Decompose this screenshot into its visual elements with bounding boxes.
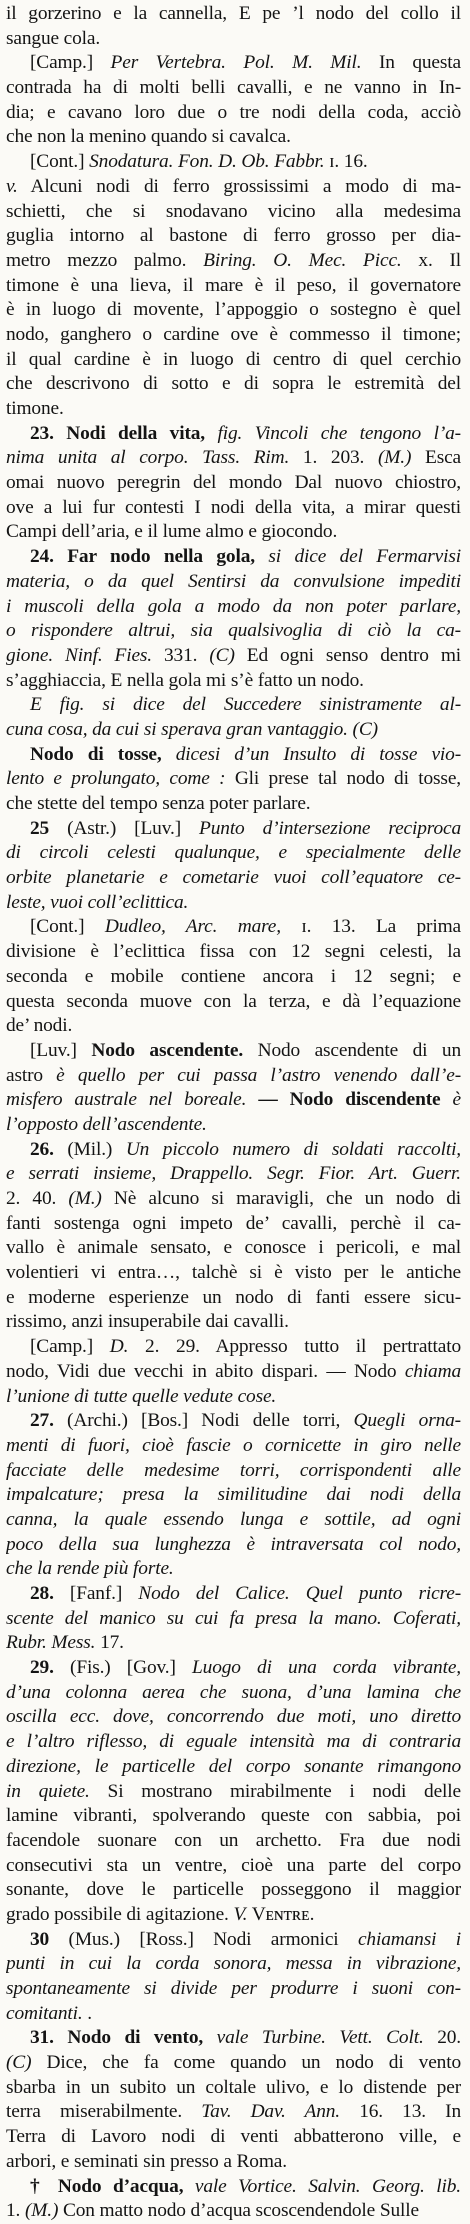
italic-text: Nodo del Calice. Quel punto ricre- [138, 1583, 461, 1604]
text-segment: Vᴇɴᴛʀᴇ. [247, 1903, 315, 1925]
text-segment: divisione è l’eclittica fissa con 12 segni celesti, la [6, 941, 461, 963]
text-segment: guglia intorno al bastone di ferro grosso per dia- [6, 225, 461, 247]
text-line [6, 767, 461, 792]
text-line [6, 2076, 461, 2101]
italic-text: è [440, 1089, 461, 1111]
bold-text: 23. Nodi della vita, [30, 422, 218, 444]
italic-text: punti in cui la corda sonora, messa in vibrazione, [6, 1953, 461, 1975]
italic-text: i muscoli della gola a modo da non poter parlare, [6, 595, 461, 617]
text-line [6, 1705, 461, 1730]
italic-text: Punto d’intersezione reciproca [199, 817, 461, 839]
italic-text: Biring. O. Mec. Picc. [203, 249, 402, 271]
text-segment: Esca [411, 447, 461, 469]
text-line [6, 175, 461, 200]
italic-text: (C) [6, 2052, 32, 2074]
italic-text: facciate delle medesime torri, corrispondenti alle [6, 1459, 461, 1481]
text-segment: 1. [6, 2200, 25, 2222]
italic-text: direzione, le particelle del corpo sonante rimangono [6, 1755, 461, 1777]
text-line [6, 125, 461, 150]
text-line [6, 1212, 461, 1237]
italic-text: spontaneamente si divide per produrre i suoni con- [6, 1978, 461, 1999]
text-line [6, 693, 461, 718]
text-segment: (Archi.) [Bos.] Nodi delle torri, [53, 1410, 354, 1432]
text-segment: Dice, che fa come quando un nodo di vento [31, 2052, 461, 2074]
text-line [6, 1409, 461, 1434]
text-line [6, 397, 461, 422]
text-segment: [Luv.] [30, 1039, 92, 1061]
text-segment: terra miserabilmente. [6, 2101, 202, 2123]
bold-text: Nodo di tosse, [30, 743, 176, 765]
italic-text: E fig. si dice del Succedere sinistramente al- [30, 694, 461, 716]
bold-text: 28. [30, 1583, 54, 1604]
text-line [6, 224, 461, 249]
italic-text: in quiete. [6, 1780, 90, 1802]
text-line [6, 150, 461, 175]
text-line [6, 1508, 461, 1533]
text-line [6, 1064, 461, 1089]
italic-text: Snodatura. Fon. D. Ob. Fabbr. [89, 151, 325, 173]
italic-text: si dice del Fermarvisi [268, 546, 461, 568]
text-line [6, 743, 461, 768]
text-segment: arbori, e seminati sin presso a Roma. [6, 2150, 287, 2172]
text-line [6, 1755, 461, 1780]
italic-text: e serrati insieme, Drappello. Segr. Fior. Art. Guerr. [6, 1163, 461, 1185]
text-segment: [Camp.] [30, 1336, 110, 1358]
italic-text: materia, o da quel Sentirsi da convulsione impediti [6, 570, 461, 592]
italic-text: fig. Vincoli che tengono l’a- [217, 422, 461, 444]
text-segment: Campi dell’aria, e il lume almo e giocondo. [6, 521, 338, 543]
text-segment: seconda e mobile contiene ancora i 12 segni; e [6, 965, 461, 987]
text-segment: 16. 13. In [340, 2101, 461, 2123]
text-segment: [Cont.] [30, 151, 90, 173]
text-line [6, 1385, 461, 1410]
text-line [6, 1360, 461, 1385]
italic-text: (M.) [24, 2200, 59, 2222]
italic-text: Rubr. Mess. [6, 1632, 96, 1654]
italic-text: scente del manico su cui fa presa la mano. Coferati, [6, 1607, 461, 1629]
italic-text: V. [233, 1903, 248, 1925]
text-line [6, 965, 461, 990]
text-line [6, 990, 461, 1015]
text-line [6, 1730, 461, 1755]
text-line [6, 891, 461, 916]
text-segment: timone. [6, 398, 64, 419]
text-line [6, 274, 461, 299]
text-line [6, 348, 461, 373]
bold-text: — Nodo discendente [258, 1089, 441, 1111]
italic-text: vale Vortice. Salvin. Georg. lib. [194, 2175, 461, 2197]
text-line [6, 1434, 461, 1459]
italic-text: è quello per cui passa l’astro venendo dall’e- [56, 1064, 461, 1086]
text-line [6, 446, 461, 471]
text-segment: che stette del tempo senza poter parlare. [6, 793, 311, 814]
bold-text: 29. [30, 1657, 54, 1679]
italic-text: leste, vuoi coll’eclittica. [6, 891, 189, 913]
text-line [6, 841, 461, 866]
text-line [6, 1631, 461, 1656]
text-segment: il gorzerino e la cannella, E pe ’l nodo del collo il [6, 3, 461, 24]
italic-text: d’una colonna aerea che suona, d’una lamina che [6, 1681, 461, 1703]
text-line [6, 866, 461, 891]
text-line [6, 644, 461, 669]
text-segment: 2. 40. [6, 1188, 69, 1209]
text-line [6, 1236, 461, 1261]
text-segment: lamine vibranti, spolverando queste con sabbia, poi [6, 1805, 461, 1827]
text-line [6, 619, 461, 644]
text-segment: Si mostrano mirabilmente i nodi delle [89, 1780, 461, 1802]
text-segment: 20. [423, 2027, 461, 2049]
text-segment: (Fis.) [Gov.] [53, 1657, 193, 1679]
text-line [6, 1483, 461, 1508]
text-segment: nodo, Vidi due vecchi in abito dispari. — Nodo [6, 1360, 405, 1382]
italic-text: lento e prolungato, come : [6, 768, 226, 790]
text-segment: vallo è animale sensato, e conosce i pericoli, e mal [6, 1237, 461, 1259]
text-line [6, 1952, 461, 1977]
text-segment: metro mezzo palmo. [6, 249, 204, 271]
text-segment: 331. [152, 644, 210, 666]
text-segment: contrada ha di molti belli cavalli, e ne vanno in In- [6, 77, 461, 99]
text-segment: Nè alcuno si maravigli, che un nodo di [101, 1188, 461, 1209]
text-line [6, 1138, 461, 1163]
italic-text: o rispondere altrui, sia qualsivoglia di ciò la ca- [6, 620, 461, 642]
text-line [6, 1162, 461, 1187]
text-segment: e moderne esperienze un nodo di fanti essere sicu- [6, 1286, 461, 1308]
bold-text: † Nodo d’acqua, [30, 2175, 195, 2197]
italic-text: chiamansi i [357, 1928, 461, 1950]
text-line [6, 1582, 461, 1607]
text-line [6, 915, 461, 940]
italic-text: nima unita al corpo. Tass. Rim. [6, 447, 290, 469]
text-line [6, 1681, 461, 1706]
italic-text: v. [6, 175, 18, 197]
text-line [6, 940, 461, 965]
italic-text: cuna cosa, da cui si sperava gran vantaggio. (C) [6, 718, 378, 740]
text-segment: consecutivi sta un ventre, cioè una parte del corpo [6, 1854, 461, 1876]
italic-text: Tav. Dav. Ann. [201, 2101, 341, 2123]
text-line [6, 2100, 461, 2125]
text-line [6, 101, 461, 126]
text-line [6, 2, 461, 27]
text-segment: che non la menino quando si cavalca. [6, 126, 291, 148]
text-line [6, 1804, 461, 1829]
italic-text: misfero australe nel boreale. [6, 1089, 259, 1111]
text-segment: In questa [361, 52, 461, 74]
italic-text: impalcature; presa la similitudine dai nodi della [6, 1484, 461, 1506]
text-line [6, 2150, 461, 2175]
text-segment: il qual cardine è in luogo di centro di quel cerchio [6, 348, 461, 370]
italic-text: chiama [404, 1360, 461, 1382]
text-line [6, 1878, 461, 1903]
text-line [6, 249, 461, 274]
italic-text: comitanti. [6, 2002, 83, 2024]
text-segment: 1. 203. [289, 447, 378, 469]
text-line [6, 422, 461, 447]
text-line [6, 1286, 461, 1311]
bold-text: 30 [30, 1928, 50, 1950]
text-segment: astro [6, 1064, 57, 1086]
bold-text: Nodo ascendente. [91, 1039, 244, 1061]
text-line [6, 1928, 461, 1953]
text-segment: rissimo, anzi insuperabile dai cavalli. [6, 1311, 289, 1333]
italic-text: Luogo di una corda vibrante, [192, 1657, 461, 1679]
text-line [6, 51, 461, 76]
italic-text: menti di fuori, cioè fascie o cornicette in giro nelle [6, 1434, 461, 1456]
text-line [6, 2002, 461, 2027]
text-segment: sbarba in un subito un coltale ulivo, e lo distende per [6, 2076, 461, 2098]
text-line [6, 76, 461, 101]
text-line [6, 1088, 461, 1113]
text-segment: questa seconda muove con la terza, e dà l’equazione [6, 990, 461, 1012]
text-segment: fanti sostenga ogni impeto de’ cavalli, perchè il ca- [6, 1212, 461, 1234]
bold-text: 25 [30, 817, 50, 839]
text-line [6, 2199, 461, 2224]
text-line [6, 2125, 461, 2150]
bold-text: 26. [30, 1138, 54, 1160]
text-segment: Ed ogni senso dentro mi [234, 644, 461, 666]
text-line [6, 1977, 461, 2002]
text-line [6, 520, 461, 545]
italic-text: l’unione di tutte quelle vedute cose. [6, 1385, 277, 1407]
text-segment: (Mil.) [53, 1138, 126, 1160]
text-line [6, 792, 461, 817]
italic-text: di circoli celesti qualunque, e specialmente delle [6, 842, 461, 864]
italic-text: Quegli orna- [353, 1410, 461, 1432]
text-line [6, 1039, 461, 1064]
bold-text: 31. Nodo di vento, [30, 2027, 217, 2049]
text-line [6, 1607, 461, 1632]
text-segment: Gli prese tal nodo di tosse, [225, 768, 461, 790]
text-segment: è in luogo di movente, l’appoggio o sostegno è quel [6, 299, 461, 321]
bold-text: 24. Far nodo nella gola, [30, 546, 269, 568]
text-segment: [Cont.] [30, 916, 105, 938]
text-line [6, 298, 461, 323]
text-segment: 17. [95, 1632, 124, 1654]
text-segment: [Camp.] [30, 52, 111, 74]
text-segment: sonante, dove le particelle posseggono il maggior [6, 1879, 461, 1901]
text-segment: nodo, ganghero o cardine ove è commesso il timone; [6, 323, 461, 345]
text-line [6, 669, 461, 694]
text-segment: Terra di Lavoro nodi di venti abbatterono ville, e [6, 2126, 461, 2148]
text-line [6, 1187, 461, 1212]
bold-text: 27. [30, 1410, 54, 1432]
text-segment: Con matto nodo d’acqua scoscendendole Sulle [58, 2200, 419, 2222]
text-segment: ɪ. 13. La prima [280, 916, 461, 938]
text-line [6, 2175, 461, 2200]
text-segment: s’agghiaccia, E nella gola mi s’è fatto un nodo. [6, 669, 364, 691]
text-line [6, 570, 461, 595]
text-line [6, 1854, 461, 1879]
text-line [6, 1780, 461, 1805]
text-segment: timone è una lieva, il mare è il peso, il governatore [6, 274, 461, 296]
text-segment: de’ nodi. [6, 1015, 73, 1037]
text-line [6, 817, 461, 842]
italic-text: (M.) [68, 1188, 102, 1209]
text-line [6, 1335, 461, 1360]
text-segment: sangue cola. [6, 27, 101, 49]
italic-text: Un piccolo numero di soldati raccolti, [125, 1138, 461, 1160]
text-line [6, 1829, 461, 1854]
text-line [6, 1261, 461, 1286]
text-segment: che descrivono di sotto e di sopra le estremità del [6, 373, 461, 395]
italic-text: vale Turbine. Vett. Colt. [216, 2027, 424, 2049]
text-segment: volentieri vi entra…, talchè si è visto per le antiche [6, 1262, 461, 1284]
text-line [6, 1533, 461, 1558]
text-line [6, 1310, 461, 1335]
text-segment: facendole suonare con un archetto. Fra due nodi [6, 1829, 461, 1851]
italic-text: oscilla ecc. dove, concorrendo due moti, uno diretto [6, 1706, 461, 1728]
text-line [6, 595, 461, 620]
text-line [6, 496, 461, 521]
text-line [6, 2026, 461, 2051]
italic-text: orbite planetarie e cometarie vuoi coll’equatore ce- [6, 867, 461, 889]
text-line [6, 27, 461, 52]
text-segment: ɪ. 16. [324, 151, 368, 173]
text-segment: 2. 29. Appresso tutto il pertrattato [128, 1336, 461, 1358]
text-line [6, 1656, 461, 1681]
text-segment: grado possibile di agitazione. [6, 1903, 234, 1925]
text-line [6, 545, 461, 570]
italic-text: che la rende più forte. [6, 1558, 174, 1580]
text-line [6, 372, 461, 397]
text-line [6, 1459, 461, 1484]
italic-text: Dudleo, Arc. mare, [104, 916, 281, 938]
text-line [6, 200, 461, 225]
italic-text: D. [109, 1336, 129, 1358]
text-segment: [Fanf.] [53, 1583, 139, 1604]
text-segment: Nodo ascendente di un [243, 1039, 461, 1061]
text-segment: schietti, che si snodavano vicino alla medesima [6, 200, 461, 222]
text-line [6, 1113, 461, 1138]
text-segment: omai nuovo peregrin del mondo Dal nuovo chiostro, [6, 472, 461, 494]
text-line [6, 1557, 461, 1582]
italic-text: l’opposto dell’ascendente. [6, 1113, 207, 1135]
text-line [6, 1014, 461, 1039]
text-segment: x. Il [401, 249, 461, 271]
text-segment: Alcuni nodi di ferro grossissimi a modo di ma- [17, 175, 461, 197]
text-line [6, 1903, 461, 1928]
text-segment: (Mus.) [Ross.] Nodi armonici [49, 1928, 358, 1950]
italic-text: canna, la quale essendo lunga e sottile, ad ogni [6, 1508, 461, 1530]
italic-text: dicesi d’un Insulto di tosse vio- [175, 743, 461, 765]
italic-text: poco della sua lunghezza è intraversata col nodo, [6, 1533, 461, 1555]
text-segment: . [82, 2002, 92, 2024]
text-segment: dia; e cavano loro due o tre nodi della coda, acciò [6, 101, 461, 123]
text-segment: ove a lui fur contesti I nodi della vita, a mirar questi [6, 496, 461, 518]
italic-text: gione. Ninf. Fies. [6, 644, 153, 666]
italic-text: (C) [209, 644, 235, 666]
text-segment: (Astr.) [Luv.] [49, 817, 200, 839]
text-line [6, 718, 461, 743]
italic-text: (M.) [377, 447, 412, 469]
text-line [6, 471, 461, 496]
italic-text: Per Vertebra. Pol. M. Mil. [110, 52, 362, 74]
italic-text: e l’altro riflesso, di eguale intensità ma di contraria [6, 1731, 461, 1753]
text-line [6, 2051, 461, 2076]
text-line [6, 323, 461, 348]
